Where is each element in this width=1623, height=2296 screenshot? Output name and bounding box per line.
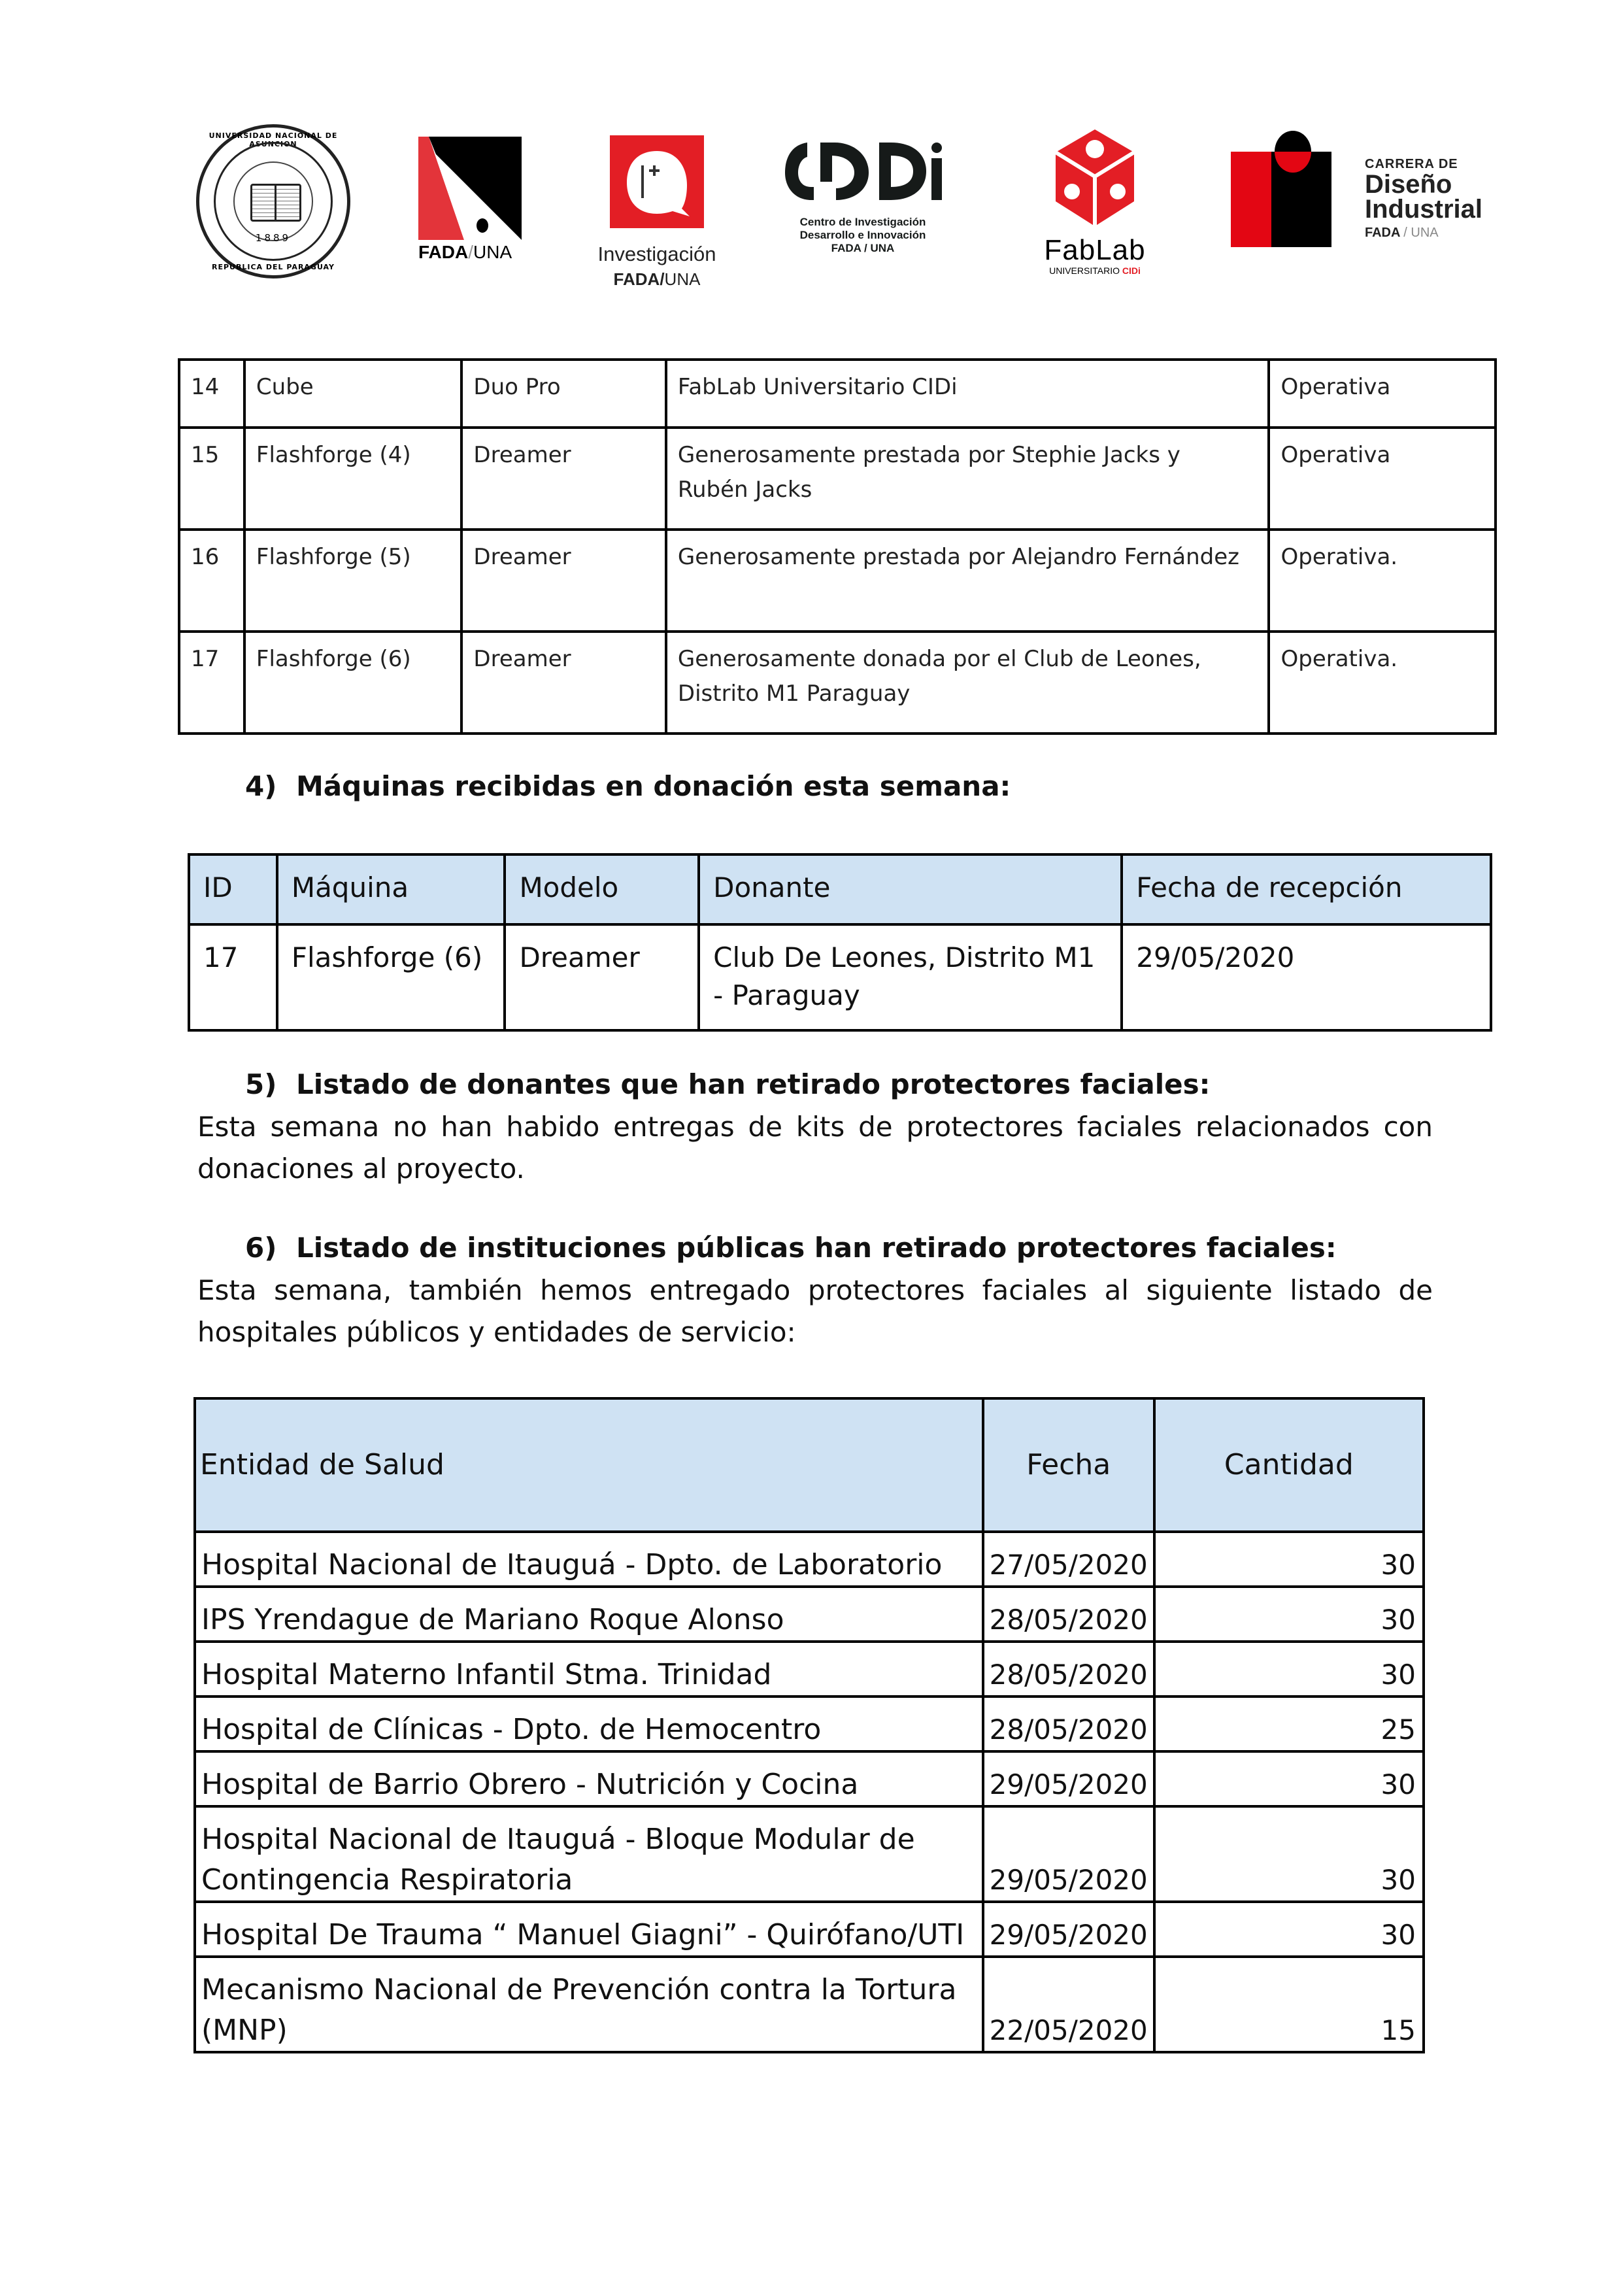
section-6-heading — [245, 1232, 1337, 1264]
entity-cell: Hospital de Clínicas - Dpto. de Hemocentro — [195, 1697, 983, 1751]
table-row — [195, 1697, 1424, 1751]
entity-cell: Hospital Nacional de Itauguá - Bloque Modular de Contingencia Respiratoria — [195, 1806, 983, 1902]
quantity-cell: 15 — [1154, 1957, 1424, 2052]
diseno-title-2: Industrial — [1365, 195, 1483, 224]
quantity-cell: 30 — [1154, 1587, 1424, 1642]
speech-bubble-plus-icon — [610, 135, 704, 228]
cidi-line-3: FADA / UNA — [831, 242, 895, 254]
entity-cell: Hospital De Trauma “ Manuel Giagni” - Quirófano/UTI — [195, 1902, 983, 1957]
entity-cell: Hospital de Barrio Obrero - Nutrición y Cocina — [195, 1751, 983, 1806]
section-title: Máquinas recibidas en donación esta semana: — [296, 770, 1011, 802]
column-header-quantity: Cantidad — [1154, 1398, 1424, 1532]
machine-name: Flashforge (5) — [244, 530, 462, 632]
machine-status: Operativa — [1269, 360, 1496, 428]
date-cell: 29/05/2020 — [983, 1902, 1154, 1957]
table-cell: Flashforge (6) — [277, 924, 505, 1030]
fada-logo-mark — [418, 137, 522, 240]
machine-id: 14 — [179, 360, 244, 428]
una-seal-logo — [196, 124, 350, 279]
cidi-logo-mark — [781, 139, 945, 207]
seal-year: 1889 — [255, 232, 292, 244]
fada-bold: FADA — [418, 242, 469, 262]
machine-name: Cube — [244, 360, 462, 428]
quantity-cell: 30 — [1154, 1751, 1424, 1806]
column-header: Máquina — [277, 854, 505, 924]
investigacion-logo-mark — [610, 135, 704, 231]
fada-triangle-icon — [418, 137, 522, 240]
machine-name: Flashforge (4) — [244, 428, 462, 530]
date-cell: 22/05/2020 — [983, 1957, 1154, 2052]
fablab-sub: UNIVERSITARIO — [1049, 265, 1120, 276]
machine-origin: FabLab Universitario CIDi — [666, 360, 1269, 428]
table-header-row — [195, 1398, 1424, 1532]
section-number: 4) — [245, 770, 277, 802]
diseno-una: / UNA — [1403, 226, 1439, 240]
machine-id: 16 — [179, 530, 244, 632]
machine-model: Dreamer — [461, 428, 665, 530]
table-row — [195, 1532, 1424, 1587]
machine-origin: Generosamente prestada por Alejandro Fernández — [666, 530, 1269, 632]
quantity-cell: 30 — [1154, 1806, 1424, 1902]
section-5-heading — [245, 1068, 1210, 1100]
table-header-row — [189, 854, 1491, 924]
table-row — [179, 632, 1496, 734]
investigacion-fada: FADA/ — [613, 269, 665, 289]
date-cell: 29/05/2020 — [983, 1806, 1154, 1902]
machine-origin: Generosamente donada por el Club de Leones, Distrito M1 Paraguay — [666, 632, 1269, 734]
fablab-cidi: CIDi — [1122, 265, 1141, 276]
table-cell: 29/05/2020 — [1122, 924, 1491, 1030]
cidi-logo-text — [781, 216, 945, 255]
section-4-heading — [245, 770, 1011, 802]
machine-status: Operativa. — [1269, 530, 1496, 632]
machine-id: 17 — [179, 632, 244, 734]
table-row — [179, 428, 1496, 530]
table-row — [195, 1806, 1424, 1902]
seal-bottom-text: REPUBLICA DEL PARAGUAY — [212, 263, 335, 271]
machine-status: Operativa. — [1269, 632, 1496, 734]
cidi-line-1: Centro de Investigación — [799, 216, 926, 228]
fablab-name: FabLab — [1044, 234, 1146, 266]
entity-cell: IPS Yrendague de Mariano Roque Alonso — [195, 1587, 983, 1642]
machine-origin: Generosamente prestada por Stephie Jacks y Rubén Jacks — [666, 428, 1269, 530]
column-header: ID — [189, 854, 277, 924]
column-header: Modelo — [505, 854, 699, 924]
diseno-industrial-logo-mark — [1231, 131, 1331, 250]
table-row — [179, 530, 1496, 632]
entity-cell: Hospital Nacional de Itauguá - Dpto. de Laboratorio — [195, 1532, 983, 1587]
investigacion-title: Investigación — [597, 243, 716, 265]
quantity-cell: 25 — [1154, 1697, 1424, 1751]
fablab-cube-icon — [1052, 129, 1137, 226]
diseno-i-icon — [1231, 131, 1331, 247]
column-header: Fecha de recepción — [1122, 854, 1491, 924]
section-6-body: Esta semana, también hemos entregado protectores faciales al siguiente listado de hospitales públicos y entidades de servicio: — [197, 1274, 1433, 1348]
table-row — [195, 1751, 1424, 1806]
machine-model: Dreamer — [461, 632, 665, 734]
diseno-industrial-logo-text — [1365, 157, 1482, 241]
table-row — [179, 360, 1496, 428]
machine-status: Operativa — [1269, 428, 1496, 530]
date-cell: 28/05/2020 — [983, 1697, 1154, 1751]
diseno-carrera: CARRERA DE — [1365, 157, 1458, 171]
fablab-logo-text — [1036, 235, 1154, 276]
diseno-fada: FADA — [1365, 226, 1400, 240]
investigacion-logo-text — [592, 242, 722, 292]
entity-cell: Mecanismo Nacional de Prevención contra la Tortura (MNP) — [195, 1957, 983, 2052]
section-title: Listado de instituciones públicas han retirado protectores faciales: — [296, 1232, 1337, 1264]
table-cell: 17 — [189, 924, 277, 1030]
section-title: Listado de donantes que han retirado protectores faciales: — [296, 1068, 1211, 1100]
machine-name: Flashforge (6) — [244, 632, 462, 734]
table-row — [195, 1957, 1424, 2052]
diseno-title-1: Diseño — [1365, 170, 1452, 199]
column-header-date: Fecha — [983, 1398, 1154, 1532]
date-cell: 28/05/2020 — [983, 1642, 1154, 1697]
cidi-line-2: Desarrollo e Innovación — [799, 229, 926, 241]
table-row — [189, 924, 1491, 1030]
machine-model: Duo Pro — [461, 360, 665, 428]
quantity-cell: 30 — [1154, 1902, 1424, 1957]
entity-cell: Hospital Materno Infantil Stma. Trinidad — [195, 1642, 983, 1697]
table-row — [195, 1642, 1424, 1697]
section-number: 5) — [245, 1068, 277, 1100]
date-cell: 28/05/2020 — [983, 1587, 1154, 1642]
section-5-body: Esta semana no han habido entregas de kits de protectores faciales relacionados con donaciones al proyecto. — [197, 1111, 1433, 1185]
machine-id: 15 — [179, 428, 244, 530]
table-row — [195, 1902, 1424, 1957]
fada-slash: / — [468, 242, 474, 262]
column-header: Donante — [699, 854, 1122, 924]
institutions-table — [193, 1397, 1425, 2053]
fada-logo-text — [418, 242, 512, 263]
date-cell: 29/05/2020 — [983, 1751, 1154, 1806]
book-icon — [250, 184, 301, 222]
machines-table — [178, 358, 1497, 735]
investigacion-una: UNA — [664, 269, 701, 289]
quantity-cell: 30 — [1154, 1532, 1424, 1587]
date-cell: 27/05/2020 — [983, 1532, 1154, 1587]
cidi-mark-icon — [781, 139, 945, 204]
column-header-entity: Entidad de Salud — [195, 1398, 983, 1532]
machine-model: Dreamer — [461, 530, 665, 632]
quantity-cell: 30 — [1154, 1642, 1424, 1697]
table-cell: Dreamer — [505, 924, 699, 1030]
table-cell: Club De Leones, Distrito M1 - Paraguay — [699, 924, 1122, 1030]
section-number: 6) — [245, 1232, 277, 1264]
fablab-logo-mark — [1052, 129, 1137, 226]
seal-top-text: UNIVERSIDAD NACIONAL DE ASUNCION — [209, 131, 338, 148]
donated-machines-table — [188, 853, 1492, 1032]
table-row — [195, 1587, 1424, 1642]
fada-rest: UNA — [473, 242, 512, 262]
